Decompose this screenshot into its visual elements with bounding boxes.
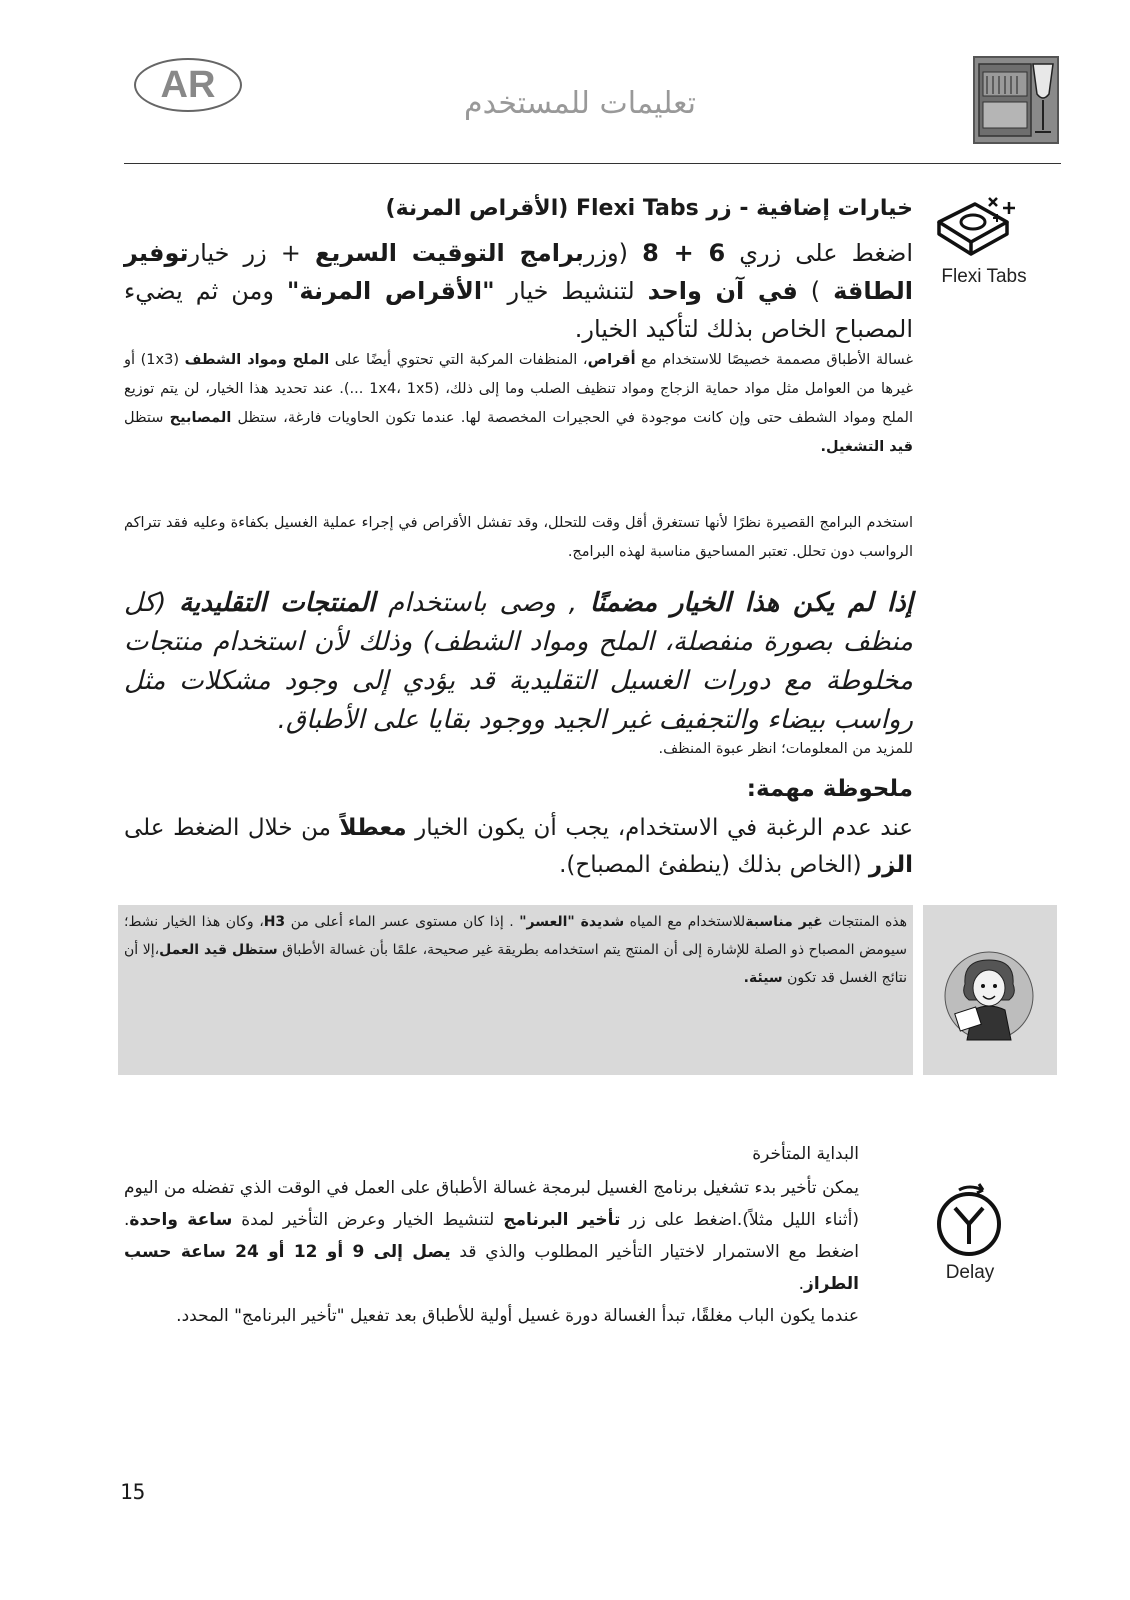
text-run: , وصى باستخدام	[375, 588, 590, 618]
text-run: ومن ثم يضيء المصباح الخاص بذلك لتأكيد الخيار.	[124, 277, 913, 343]
text-run: من خلال الضغط على	[124, 815, 340, 841]
section-title-flexi-tabs: خيارات إضافية - زر Flexi Tabs (الأقراص المرنة)	[385, 196, 913, 221]
header-divider	[124, 163, 1061, 164]
text-run: (وزر	[583, 239, 643, 267]
bold-run: إذا لم يكن هذا الخيار مضمنًا	[589, 588, 913, 618]
language-badge-label: AR	[160, 63, 216, 106]
language-badge	[134, 58, 242, 112]
bold-run: قيد التشغيل.	[820, 439, 913, 455]
page-header-title: تعليمات للمستخدم	[464, 86, 696, 121]
warning-text	[124, 908, 907, 992]
bold-run: معطلاً	[339, 815, 407, 841]
delay-clock-icon	[933, 1182, 1005, 1262]
button-keys: 6 + 8	[642, 239, 726, 267]
bold-run: المنتجات التقليدية	[179, 588, 376, 618]
bold-run: H3	[263, 914, 286, 930]
text-run: عند عدم الرغبة في الاستخدام، يجب أن يكون الخيار	[406, 815, 913, 841]
bold-run: المصابيح	[169, 410, 232, 426]
bold-run: تأخير البرنامج	[503, 1210, 621, 1230]
bold-run: شديدة "العسر"	[519, 914, 625, 930]
text-run: . إذا كان مستوى عسر الماء أعلى من	[285, 914, 520, 930]
bold-run: توفير الطاقة	[124, 239, 913, 305]
text-run: )	[797, 277, 834, 305]
text-run: ،إلا أن نتائج الغسل قد تكون	[124, 942, 907, 986]
text-run: .	[798, 1274, 805, 1294]
more-info-line: للمزيد من المعلومات؛ انظر عبوة المنظف.	[658, 741, 913, 757]
text-run: ، المنظفات المركبة التي تحتوي أيضًا على	[329, 352, 588, 368]
text-run: (1x3) أو غيرها من العوامل مثل مواد حماية الزجاج ومواد تنظيف الصلب وما إلى ذلك، (1x4، 1x5 ...). عند تحديد هذا الخيار، لن يتم توزيع الملح ومواد الشطف حتى وإن كانت موجودة في الحجيرات المخصصة لها. عندما تكون الحاويات فارغة، ستظل	[124, 352, 914, 426]
text-run: هذه المنتجات	[822, 914, 908, 930]
flexi-tabs-icon-label: Flexi Tabs	[941, 266, 1027, 287]
text-run: للاستخدام مع المياه	[624, 914, 746, 930]
important-note-title: ملحوظة مهمة:	[746, 776, 913, 802]
text-run: ستظل	[124, 410, 170, 426]
text-run: ، وكان هذا الخيار نشط؛ سيومض المصباح ذو الصلة للإشارة إلى أن المنتج يتم استخدامه بطريقة غير صحيحة، علمًا بأن غسالة الأطباق	[124, 914, 907, 958]
bold-run: ساعة واحدة	[129, 1210, 233, 1230]
short-programs-paragraph: استخدم البرامج القصيرة نظرًا لأنها تستغرق أقل وقت للتحلل، وقد تفشل الأقراص في إجراء عملية الغسيل بكفاءة وعليه فقد تتراكم الرواسب دون تحلل. تعتبر المساحيق مناسبة لهذه البرامج.	[124, 515, 913, 560]
text-run: . اضغط مع الاستمرار لاختيار التأخير المطلوب والذي قد	[124, 1210, 859, 1262]
text-run: يمكن تأخير بدء تشغيل برنامج الغسيل لبرمجة غسالة الأطباق على العمل في الوقت الذي تفضله من اليوم (أثناء الليل مثلاً).اضغط على زر	[124, 1178, 859, 1230]
bold-run: برامج التوقيت السريع	[314, 239, 584, 267]
text-run: لتنشيط الخيار وعرض التأخير لمدة	[232, 1210, 504, 1230]
text-run: غسالة الأطباق مصممة خصيصًا للاستخدام مع	[635, 352, 914, 368]
bold-run: ستظل قيد العمل	[159, 942, 278, 958]
text-run: عندما يكون الباب مغلقًا، تبدأ الغسالة دورة غسيل أولية للأطباق بعد تفعيل "تأخير البرنامج" المحدد.	[176, 1306, 859, 1326]
mascot-character-icon	[943, 950, 1035, 1042]
important-note-body	[124, 810, 913, 884]
bold-run: في آن واحد	[647, 277, 798, 305]
flexi-intro-paragraph	[124, 234, 913, 348]
bold-run: الزر	[868, 852, 913, 878]
text-run: (الخاص بذلك (ينطفئ المصباح).	[559, 852, 869, 878]
bold-run: يصل إلى 9 أو 12 أو 24 ساعة حسب الطراز	[124, 1242, 859, 1294]
delay-start-body	[124, 1172, 859, 1332]
bold-run: سيئة.	[743, 970, 783, 986]
bold-run: "الأقراص المرنة"	[286, 277, 495, 305]
bold-run: أقراص	[587, 352, 636, 368]
text-run: + زر خيار	[188, 239, 315, 267]
delay-start-heading: البداية المتأخرة	[752, 1144, 859, 1164]
flexi-details-paragraph	[124, 346, 913, 462]
traditional-products-paragraph	[124, 584, 913, 740]
text-run: (كل منظف بصورة منفصلة، الملح ومواد الشطف) وذلك لأن استخدام منتجات مخلوطة مع دورات الغسيل التقليدية قد يؤدي إلى وجود مشكلات مثل رواسب بيضاء والتجفيف غير الجيد ووجود بقايا على الأطباق.	[124, 588, 913, 735]
text-run: اضغط على زري	[725, 239, 914, 267]
dishwasher-glass-icon	[973, 56, 1059, 144]
delay-icon-label: Delay	[945, 1262, 995, 1283]
page-number: 15	[120, 1480, 146, 1504]
bold-run: الملح ومواد الشطف	[184, 352, 330, 368]
bold-run: غير مناسبة	[745, 914, 823, 930]
text-run: لتنشيط خيار	[494, 277, 648, 305]
